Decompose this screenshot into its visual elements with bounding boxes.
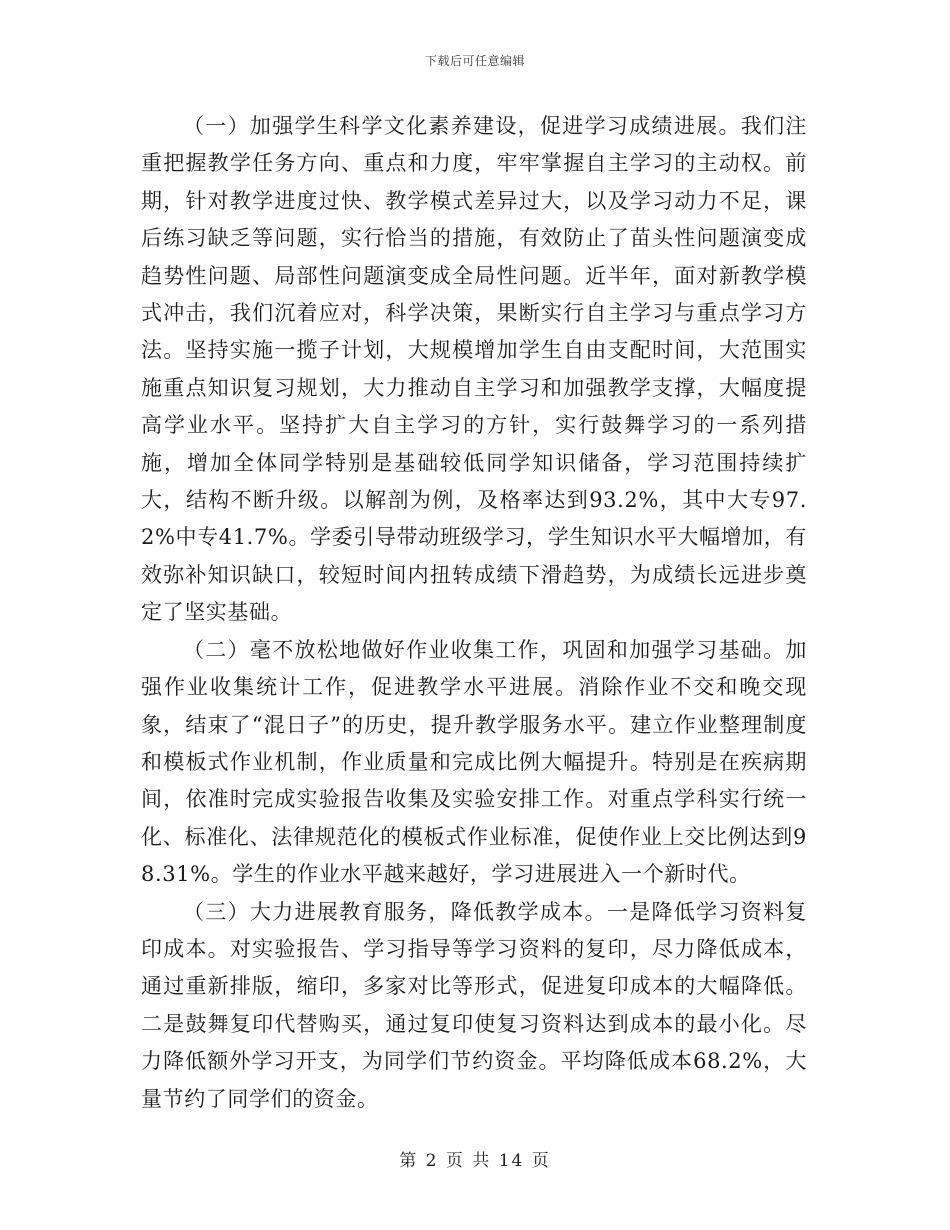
page-header: 下载后可任意编辑: [424, 54, 525, 68]
paragraph-2: （二）毫不放松地做好作业收集工作，巩固和加强学习基础。加强作业收集统计工作，促进教学水平进展。消除作业不交和晚交现象，结束了“混日子”的历史，提升教学服务水平。建立作业整理制度和模板式作业机制，作业质量和完成比例大幅提升。特别是在疾病期间，依准时完成实验报告收集及实验安排工作。对重点学科实行统一化、标准化、法律规范化的模板式作业标准，促使作业上交比例达到98.31%。学生的作业水平越来越好，学习进展进入一个新时代。: [141, 637, 807, 887]
page-number: 第 2 页 共 14 页: [399, 1151, 551, 1171]
paragraph-1: （一）加强学生科学文化素养建设，促进学习成绩进展。我们注重把握教学任务方向、重点和力度，牢牢掌握自主学习的主动权。前期，针对教学进度过快、教学模式差异过大，以及学习动力不足，课后练习缺乏等问题，实行恰当的措施，有效防止了苗头性问题演变成趋势性问题、局部性问题演变成全局性问题。近半年，面对新教学模式冲击，我们沉着应对，科学决策，果断实行自主学习与重点学习方法。坚持实施一揽子计划，大规模增加学生自由支配时间，大范围实施重点知识复习规划，大力推动自主学习和加强教学支撑，大幅度提高学业水平。坚持扩大自主学习的方针，实行鼓舞学习的一系列措施，增加全体同学特别是基础较低同学知识储备，学习范围持续扩大，结构不断升级。以解剖为例，及格率达到93.2%，其中大专97.2%中专41.7%。学委引导带动班级学习，学生知识水平大幅增加，有效弥补知识缺口，较短时间内扭转成绩下滑趋势，为成绩长远进步奠定了坚实基础。: [141, 114, 807, 625]
document-body: [141, 108, 807, 1118]
paragraph-3: （三）大力进展教育服务，降低教学成本。一是降低学习资料复印成本。对实验报告、学习指导等学习资料的复印，尽力降低成本，通过重新排版，缩印，多家对比等形式，促进复印成本的大幅降低。二是鼓舞复印代替购买，通过复印使复习资料达到成本的最小化。尽力降低额外学习开支，为同学们节约资金。平均降低成本68.2%，大量节约了同学们的资金。: [141, 899, 807, 1111]
